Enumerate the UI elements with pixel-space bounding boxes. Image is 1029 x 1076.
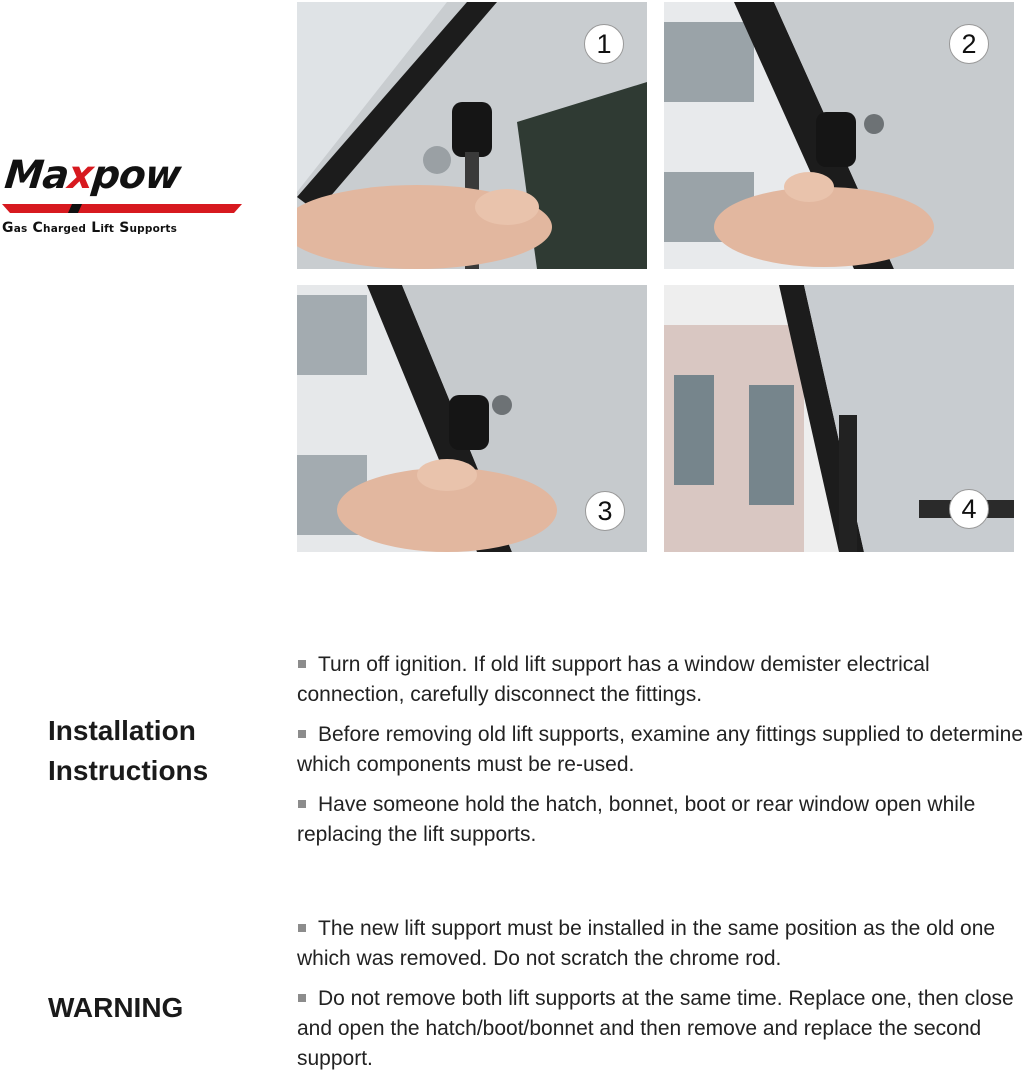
list-item: Have someone hold the hatch, bonnet, boot or rear window open while replacing the lift supports. (297, 793, 976, 846)
brand-wordmark: Maxpow (2, 153, 183, 198)
list-item: Do not remove both lift supports at the same time. Replace one, then close and open the hatch/boot/bonnet and then remove and replace the second support. (297, 987, 1014, 1070)
bullet-square-icon (298, 994, 306, 1002)
warning-list (297, 914, 1027, 1076)
list-item: The new lift support must be installed in the same position as the old one which was removed. Do not scratch the chrome rod. (297, 917, 996, 970)
brand-tagline: Gas Charged Lift Supports (2, 220, 178, 236)
step-photo-4 (664, 285, 1014, 552)
brand-logo (2, 148, 256, 240)
warning-heading: WARNING (48, 992, 184, 1023)
step-photo-3 (297, 285, 647, 552)
bullet-square-icon (298, 800, 306, 808)
step-number-badge: 4 (949, 489, 989, 529)
brand-wordmark-x: x (65, 153, 95, 198)
installation-heading: Installation Instructions (48, 715, 209, 786)
step-number-badge: 3 (585, 491, 625, 531)
bullet-square-icon (298, 660, 306, 668)
list-item: Turn off ignition. If old lift support has a window demister electrical connection, carefully disconnect the fittings. (297, 653, 930, 706)
step-number-badge: 1 (584, 24, 624, 64)
step-photo-1 (297, 2, 647, 269)
bullet-square-icon (298, 730, 306, 738)
list-item: Before removing old lift supports, examine any fittings supplied to determine which components must be re-used. (297, 723, 1024, 776)
installation-list (297, 650, 1027, 860)
bullet-square-icon (298, 924, 306, 932)
brand-red-bar (2, 204, 242, 213)
step-photo-2 (664, 2, 1014, 269)
step-number-badge: 2 (949, 24, 989, 64)
